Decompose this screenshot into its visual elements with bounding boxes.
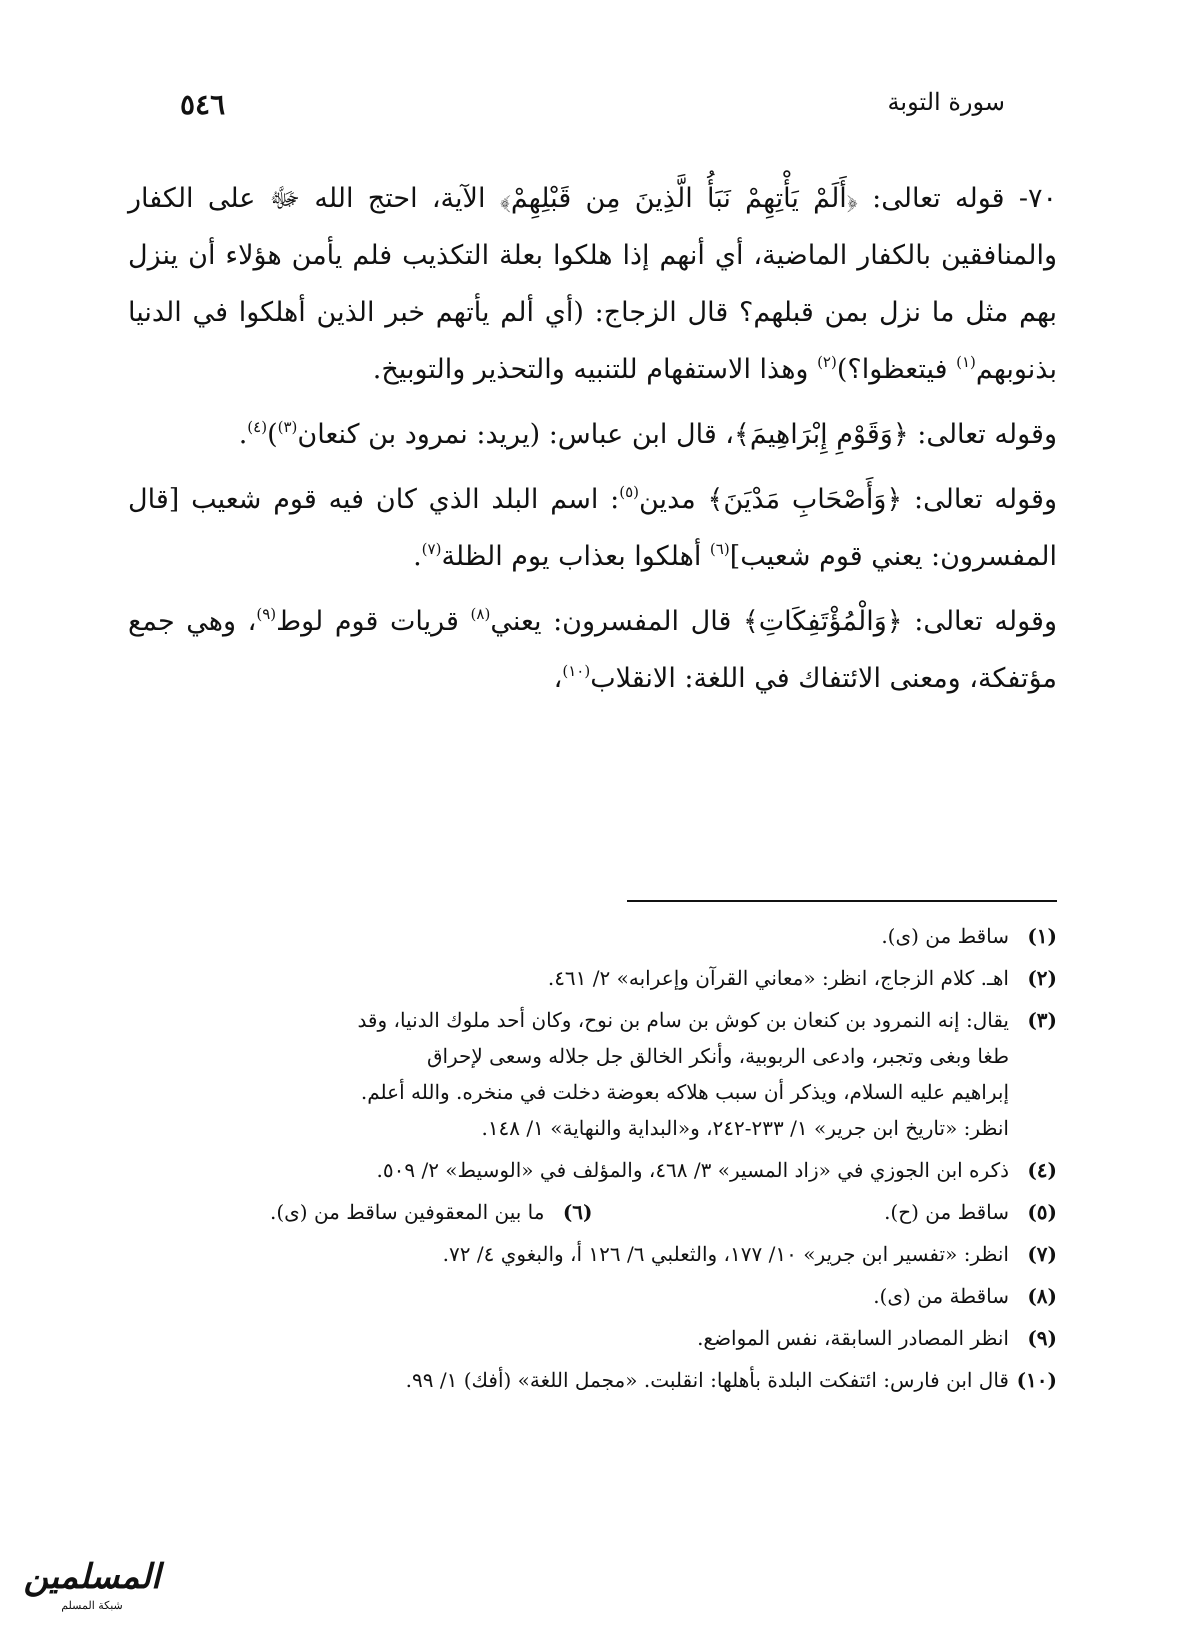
text-run: وقوله تعالى: [908, 419, 1057, 450]
text-run: قال المفسرون: يعني [490, 606, 743, 637]
text-run: ، قال ابن عباس: (يريد: نمرود بن كنعان [297, 419, 735, 450]
paragraph-mutafikat [128, 593, 1057, 707]
footnote-ref: (٩) [256, 605, 277, 623]
paragraph-verse-70 [128, 170, 1057, 398]
text-run: . [238, 419, 248, 450]
quran-verse: ﴿وَأَصْحَابِ مَدْيَنَ﴾ [707, 484, 903, 515]
footnote-line: طغا وبغى وتجبر، وادعى الربوبية، وأنكر الخالق جل جلاله وسعى لإحراق [426, 1044, 1009, 1068]
watermark-sub-text: شبكة المسلم [61, 1599, 123, 1612]
footnote-text: ذكره ابن الجوزي في «زاد المسير» ٣/ ٤٦٨، والمؤلف في «الوسيط» ٢/ ٥٠٩. [376, 1158, 1009, 1182]
footnote [128, 1362, 1057, 1398]
surah-title: سورة التوبة [887, 88, 1005, 116]
footnote [128, 1002, 1057, 1146]
watermark-main-text: المسلمين [23, 1557, 161, 1597]
text-run: مدين [639, 484, 708, 515]
footnote [128, 918, 1057, 954]
quran-verse: ﴿وَالْمُؤْتَفِكَاتِ﴾ [742, 606, 903, 637]
footnote-number: (٥) [1027, 1200, 1057, 1224]
text-run: . [413, 541, 422, 572]
text-run: قريات قوم لوط [276, 606, 471, 637]
text-run: الآية، احتج الله ﷻ على الكفار والمنافقين بالكفار الماضية، أي أنهم إذا هلكوا بعلة التكذيب فلم يأمن هؤلاء أن ينزل بهم مثل ما نزل بمن قبلهم؟ قال الزجاج: (أي ألم يأتهم خبر الذين أهلكوا في الدنيا بذنوبهم [128, 183, 1057, 385]
footnote-number: (٧) [1027, 1242, 1057, 1266]
footnote-divider [627, 900, 1057, 902]
running-header [180, 88, 1005, 128]
footnote-number: (١٠) [1016, 1368, 1057, 1392]
text-run: أهلكوا بعذاب يوم الظلة [441, 541, 710, 572]
footnote-number: (٨) [1027, 1284, 1057, 1308]
footnote-line: إبراهيم عليه السلام، ويذكر أن سبب هلاكه بعوضة دخلت في منخره. والله أعلم. [360, 1080, 1009, 1104]
text-run: ، [553, 663, 563, 694]
footnote [128, 1152, 1057, 1188]
footnote-text: انظر المصادر السابقة، نفس المواضع. [697, 1326, 1009, 1350]
footnote [128, 1278, 1057, 1314]
text-run: وهذا الاستفهام للتنبيه والتحذير والتوبيخ. [372, 354, 818, 385]
footnote-text: ساقط من (ى). [881, 924, 1009, 948]
footnote-text: انظر: «تفسير ابن جرير» ١٠/ ١٧٧، والثعلبي ٦/ ١٢٦ أ، والبغوي ٤/ ٧٢. [442, 1242, 1009, 1266]
text-run: ، وهي جمع مؤتفكة، ومعنى الائتفاك في اللغة: الانقلاب [128, 606, 1057, 694]
main-text [128, 170, 1057, 715]
footnote [128, 1236, 1057, 1272]
footnote [128, 1194, 593, 1230]
footnote-text: ساقطة من (ى). [873, 1284, 1009, 1308]
footnote-text: ما بين المعقوفين ساقط من (ى). [269, 1200, 545, 1224]
footnote-text: ساقط من (ح). [884, 1200, 1009, 1224]
watermark-logo [22, 1555, 162, 1625]
text-run: ٧٠- قوله تعالى: [857, 183, 1057, 214]
footnote-number: (٢) [1027, 966, 1057, 990]
text-run: : اسم البلد الذي كان فيه قوم شعيب [قال المفسرون: يعني قوم شعيب] [128, 484, 1057, 572]
footnote [593, 1194, 1058, 1230]
page-number: ٥٤٦ [180, 88, 226, 121]
footnote-ref: (٦) [709, 540, 730, 558]
footnote-text [128, 1002, 1009, 1146]
footnote-text: اهـ. كلام الزجاج، انظر: «معاني القرآن وإعرابه» ٢/ ٤٦١. [547, 966, 1009, 990]
footnote-ref: (٢) [817, 353, 837, 371]
paragraph-ibrahim [128, 406, 1057, 463]
footnote-number: (٩) [1027, 1326, 1057, 1350]
footnote-pair [128, 1194, 1057, 1230]
text-run: وقوله تعالى: [902, 484, 1057, 515]
footnote-ref: (١) [956, 353, 976, 371]
footnote-ref: (١٠) [562, 662, 591, 680]
footnote [128, 1320, 1057, 1356]
quran-verse: ﴿أَلَمْ يَأْتِهِمْ نَبَأُ الَّذِينَ مِن قَبْلِهِمْ﴾ [499, 183, 858, 214]
footnote [128, 960, 1057, 996]
quran-verse: ﴿وَقَوْمِ إِبْرَاهِيمَ﴾ [734, 419, 909, 450]
footnote-number: (٦) [562, 1200, 593, 1224]
footnote-line: انظر: «تاريخ ابن جرير» ١/ ٢٣٣-٢٤٢، و«البداية والنهاية» ١/ ١٤٨. [481, 1116, 1009, 1140]
footnote-ref: (٧) [421, 540, 442, 558]
footnote-number: (٣) [1027, 1008, 1057, 1032]
footnote-line: يقال: إنه النمرود بن كنعان بن كوش بن سام بن نوح، وكان أحد ملوك الدنيا، وقد [357, 1008, 1009, 1032]
footnotes [128, 918, 1057, 1404]
text-run: وقوله تعالى: [902, 606, 1057, 637]
footnote-ref: (٣) [277, 418, 298, 436]
paragraph-madyan [128, 471, 1057, 585]
footnote-text: قال ابن فارس: ائتفكت البلدة بأهلها: انقلبت. «مجمل اللغة» (أفك) ١/ ٩٩. [405, 1368, 1009, 1392]
footnote-ref: (٨) [470, 605, 491, 623]
text-run: ) [267, 419, 278, 450]
text-run: فيتعظوا؟) [836, 354, 957, 385]
footnote-number: (١) [1027, 924, 1057, 948]
footnote-ref: (٥) [619, 483, 639, 501]
footnote-ref: (٤) [247, 418, 268, 436]
footnote-number: (٤) [1027, 1158, 1057, 1182]
